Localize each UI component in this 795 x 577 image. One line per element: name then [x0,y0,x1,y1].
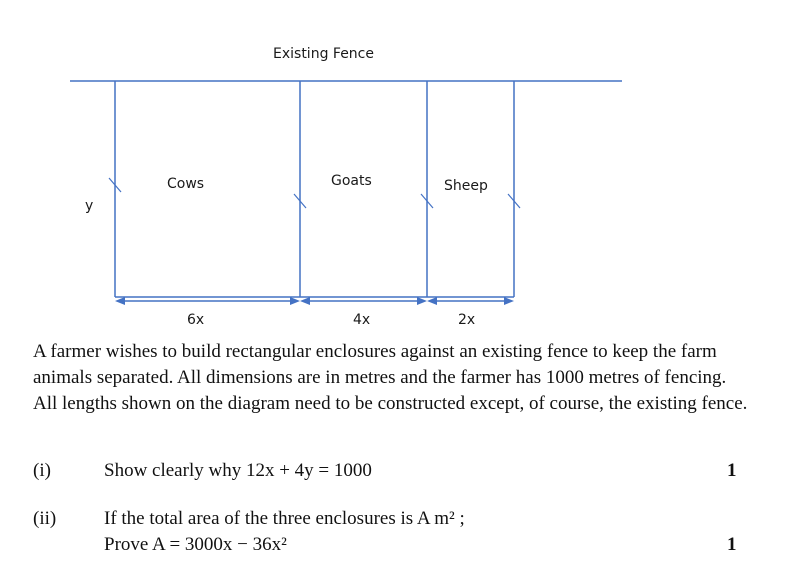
question-2-line-1: If the total area of the three enclosures is A m² ; [104,508,465,529]
dim-label-4x: 4x [353,312,371,328]
dimension-arrow-6x [115,297,300,305]
cows-label: Cows [167,176,205,192]
question-2-line-2: Prove A = 3000x − 36x² [104,534,287,555]
y-label: y [85,198,94,214]
question-1-number: (i) [33,460,51,481]
question-1-text: Show clearly why 12x + 4y = 1000 [104,460,372,481]
existing-fence-label: Existing Fence [273,46,374,62]
question-2-marks: 1 [727,534,737,555]
dimension-arrow-4x [300,297,427,305]
goats-label: Goats [331,173,372,189]
sheep-label: Sheep [444,178,488,194]
problem-paragraph: A farmer wishes to build rectangular enclosures against an existing fence to keep the farm animals separated. All dimensions are in metres and the farmer has 1000 metres of fencing. All lengths shown on the diagram need to be constructed except, of course, the existing fence. [33,341,748,414]
dim-label-6x: 6x [187,312,205,328]
question-1-marks: 1 [727,460,737,481]
dim-label-2x: 2x [458,312,476,328]
question-2-number: (ii) [33,508,57,529]
dimension-arrow-2x [427,297,514,305]
